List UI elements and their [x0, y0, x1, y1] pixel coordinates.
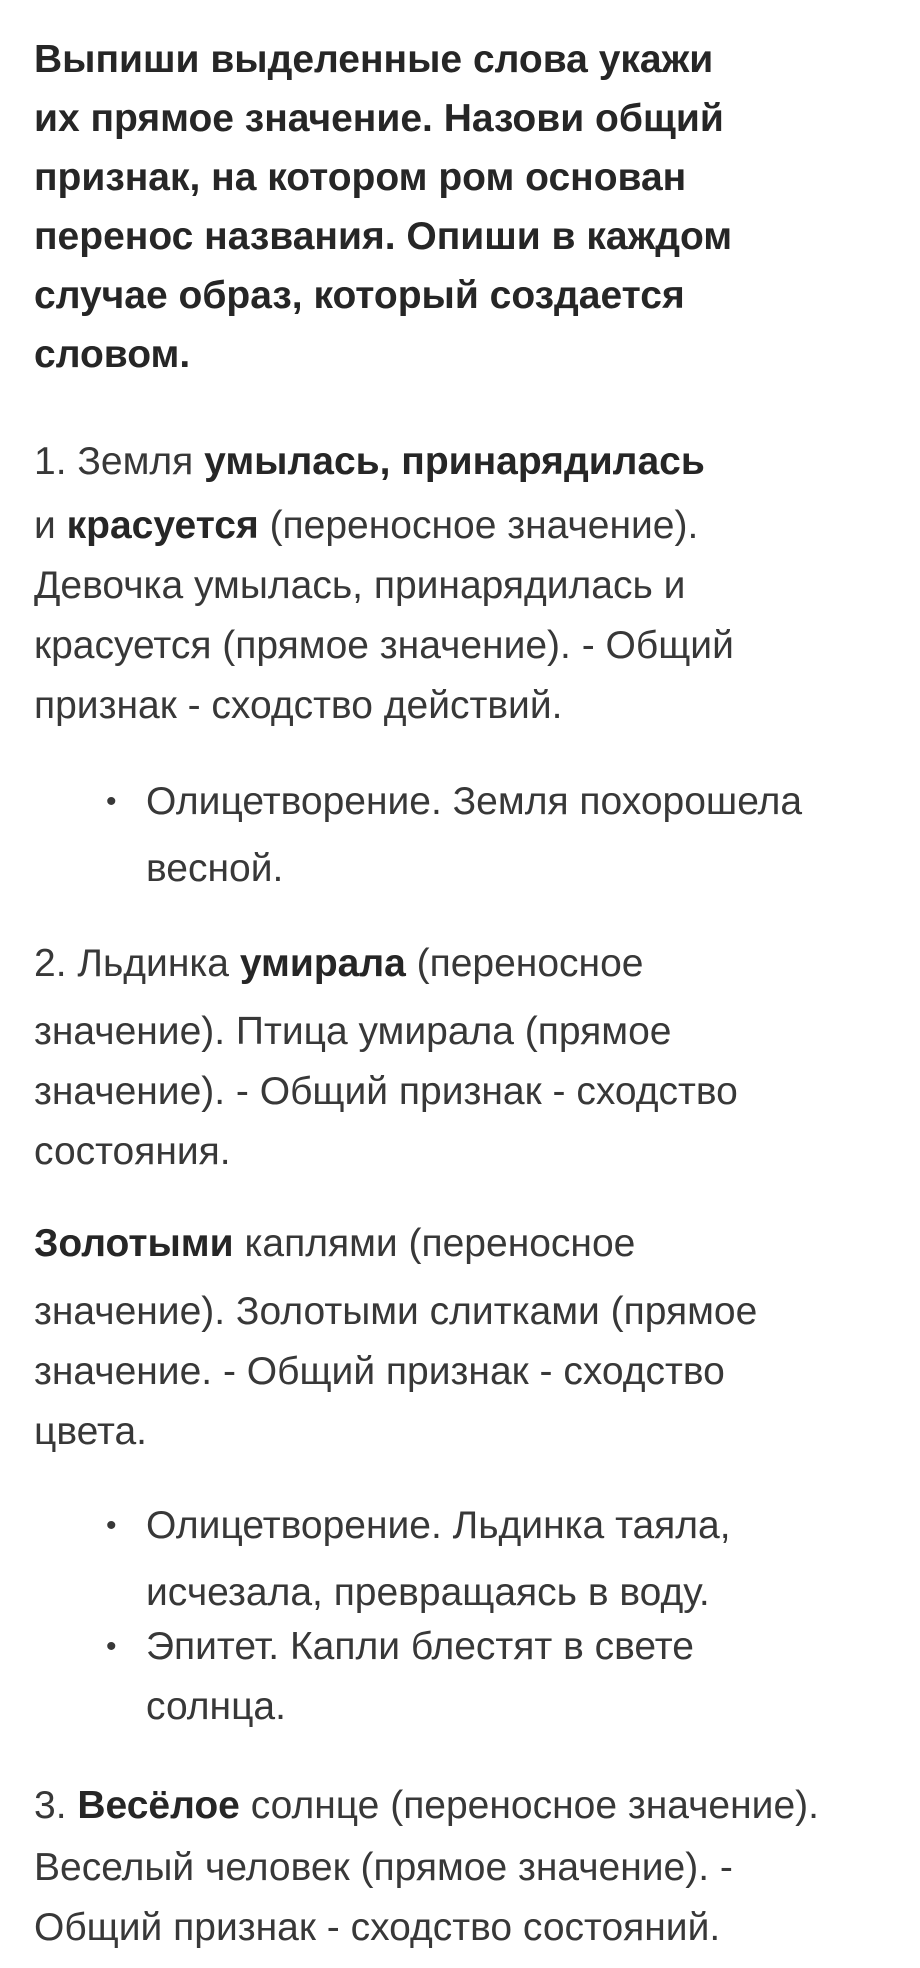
answer-section-2b	[34, 1214, 914, 1462]
highlighted-words: Золотыми	[34, 1222, 234, 1265]
answer-line	[34, 934, 914, 994]
plain-text: (переносное значение).	[258, 504, 699, 547]
answer-section-2	[34, 934, 914, 1182]
highlighted-words: умылась, принарядилась	[204, 440, 705, 483]
item-number-text: 1. Земля	[34, 440, 205, 483]
answer-line: значение). - Общий признак - сходство	[34, 1070, 738, 1113]
answer-line	[34, 496, 914, 556]
answer-line: Веселый человек (прямое значение). -	[34, 1846, 733, 1889]
bullet-line: Олицетворение. Льдинка таяла,	[146, 1504, 731, 1547]
highlighted-words: умирала	[239, 942, 406, 985]
bullet-line: Эпитет. Капли блестят в свете	[146, 1625, 694, 1668]
answer-line: Девочка умылась, принарядилась и	[34, 564, 686, 607]
question-line: словом.	[34, 333, 191, 376]
bullet-line: весной.	[146, 847, 284, 890]
plain-text: солнце (переносное значение).	[239, 1784, 819, 1827]
answer-line: признак - сходство действий.	[34, 684, 563, 727]
bullet-list-2	[106, 1496, 906, 1737]
bullet-list-1	[106, 772, 906, 899]
bullet-dot-icon: •	[106, 1630, 117, 1663]
answer-line	[34, 432, 914, 492]
answer-line	[34, 1776, 914, 1836]
plain-text: каплями (переносное	[233, 1222, 636, 1265]
question-line: их прямое значение. Назови общий	[34, 97, 724, 140]
question-text	[34, 30, 874, 384]
answer-section-1	[34, 432, 914, 736]
bullet-line: исчезала, превращаясь в воду.	[146, 1571, 710, 1614]
answer-line: красуется (прямое значение). - Общий	[34, 624, 734, 667]
answer-line: значение). Золотыми слитками (прямое	[34, 1290, 758, 1333]
bullet-dot-icon: •	[106, 1509, 117, 1542]
bullet-item	[106, 1496, 906, 1623]
item-number-text: 2. Льдинка	[34, 942, 240, 985]
answer-line	[34, 1214, 914, 1274]
question-line: признак, на котором ром основан	[34, 156, 687, 199]
bullet-line: солнца.	[146, 1685, 286, 1728]
answer-line: значение). Птица умирала (прямое	[34, 1010, 672, 1053]
answer-section-3	[34, 1776, 914, 1958]
question-line: перенос названия. Опиши в каждом	[34, 215, 733, 258]
bullet-item	[106, 772, 906, 899]
bullet-dot-icon: •	[106, 785, 117, 818]
highlighted-words: красуется	[66, 504, 259, 547]
bullet-item	[106, 1617, 906, 1737]
answer-line: значение. - Общий признак - сходство	[34, 1350, 725, 1393]
plain-text: (переносное	[405, 942, 644, 985]
question-line: Выпиши выделенные слова укажи	[34, 38, 714, 81]
question-line: случае образ, который создается	[34, 274, 685, 317]
answer-line: цвета.	[34, 1410, 147, 1453]
highlighted-words: Весёлое	[77, 1784, 240, 1827]
answer-line: состояния.	[34, 1130, 231, 1173]
answer-line: Общий признак - сходство состояний.	[34, 1906, 721, 1949]
bullet-line: Олицетворение. Земля похорошела	[146, 780, 803, 823]
item-number-text: 3.	[34, 1784, 78, 1827]
plain-text: и	[34, 504, 67, 547]
